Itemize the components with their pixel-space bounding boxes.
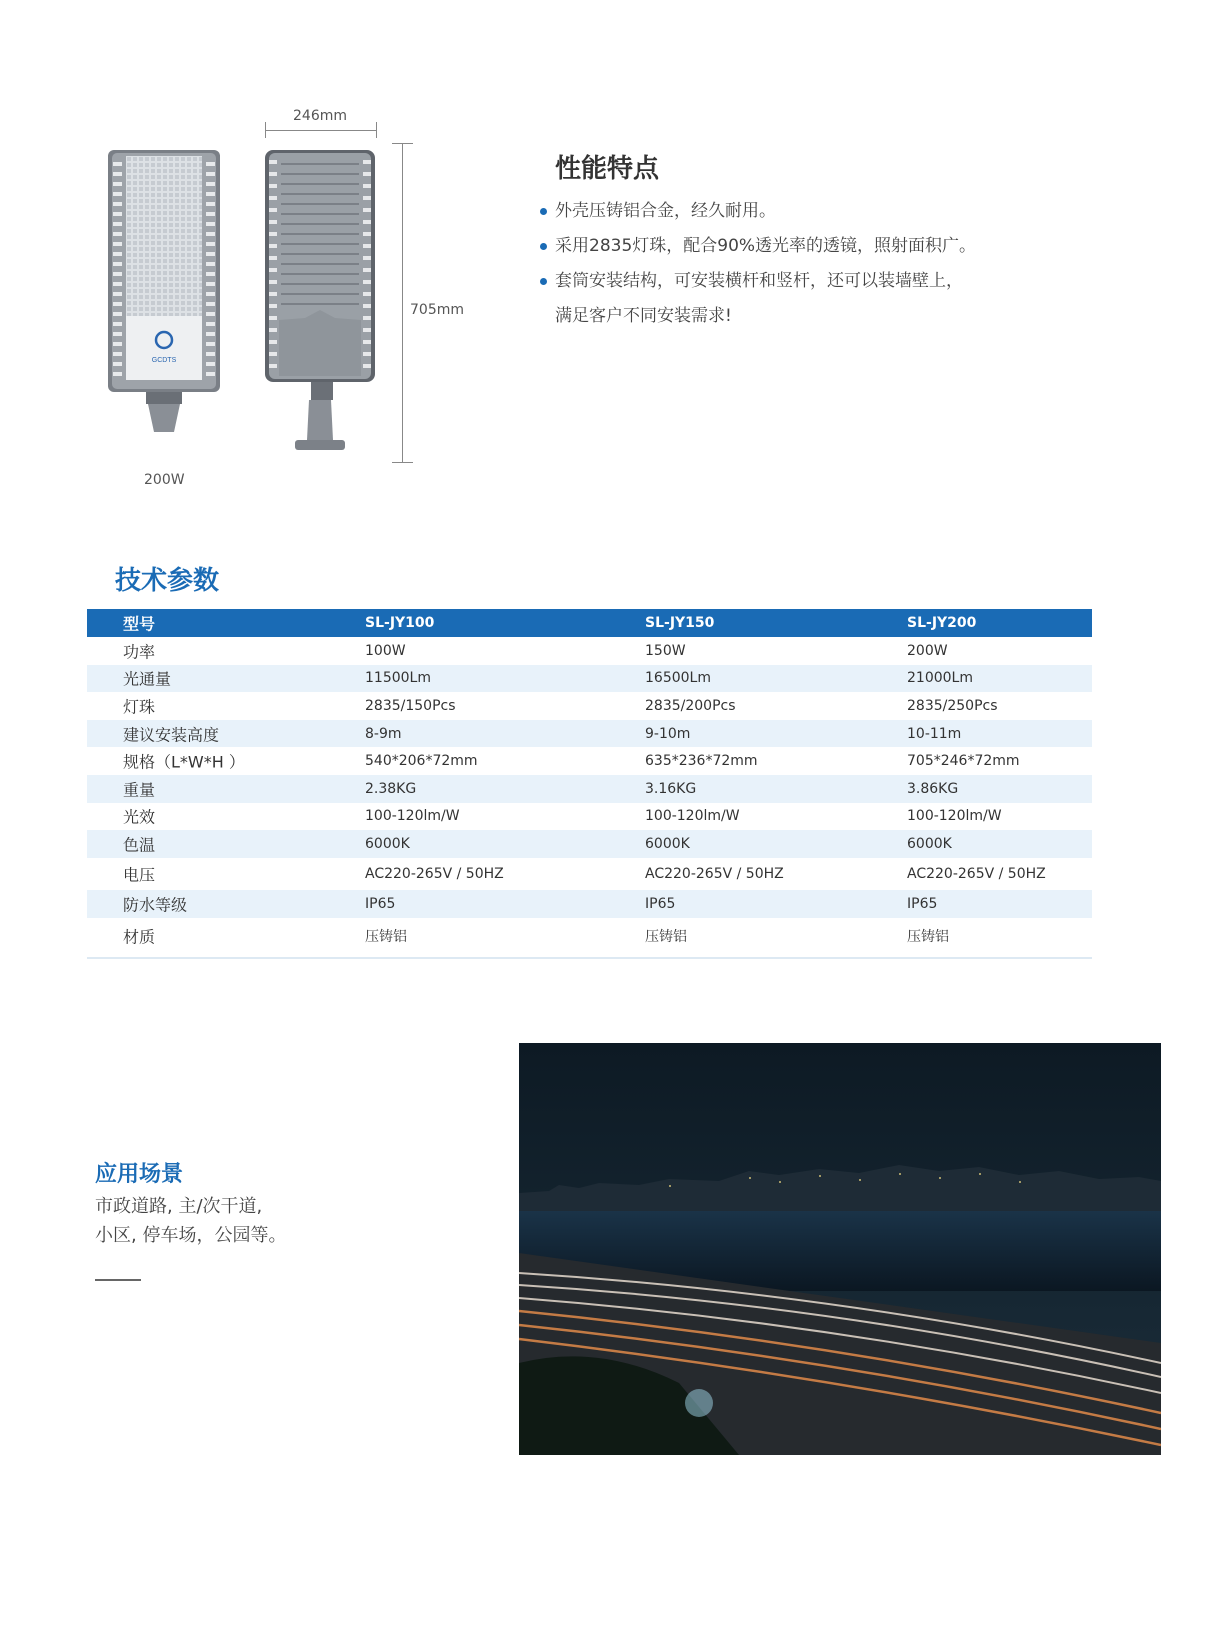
cell: 100-120lm/W [907, 808, 1002, 825]
cell: 6000K [645, 835, 690, 852]
cell: 9-10m [645, 725, 691, 742]
cell: 540*206*72mm [365, 753, 478, 770]
cell: 8-9m [365, 725, 402, 742]
width-dimension-line [265, 130, 376, 131]
cell: 2835/150Pcs [365, 697, 456, 714]
table-row [87, 665, 1092, 693]
lamp-front-view [108, 150, 220, 432]
cell: IP65 [907, 895, 938, 912]
application-line: 市政道路, 主/次干道, [95, 1196, 263, 1217]
table-row [87, 858, 1092, 890]
cell: AC220-265V / 50HZ [365, 865, 504, 882]
cell: 2.38KG [365, 780, 417, 797]
height-dimension-line [402, 143, 403, 463]
row-label: 色温 [123, 835, 156, 855]
cell: 100W [365, 642, 406, 659]
table-row [87, 803, 1092, 831]
width-tick-left [265, 122, 266, 138]
feature-item: 外壳压铸铝合金，经久耐用。 [540, 194, 1100, 229]
row-label: 光效 [123, 807, 156, 827]
cell: 2835/250Pcs [907, 697, 998, 714]
feature-item: 采用2835灯珠，配合90%透光率的透镜，照射面积广。 [540, 229, 1100, 264]
cell: 635*236*72mm [645, 753, 758, 770]
cell: 200W [907, 642, 948, 659]
row-label: 防水等级 [123, 895, 188, 915]
height-label: 705mm [410, 302, 464, 318]
cell: AC220-265V / 50HZ [907, 865, 1046, 882]
cell: 压铸铝 [365, 928, 407, 945]
row-label: 功率 [123, 642, 156, 662]
table-row [87, 692, 1092, 720]
cell: 100-120lm/W [365, 808, 460, 825]
features-title: 性能特点 [555, 154, 660, 184]
row-label: 重量 [123, 780, 156, 800]
table-bottom-border [87, 957, 1092, 959]
height-tick-bottom [392, 462, 413, 463]
night-road-photo [519, 1043, 1161, 1455]
specs-title: 技术参数 [115, 566, 220, 596]
width-label: 246mm [293, 108, 347, 124]
cell: 压铸铝 [907, 928, 949, 945]
row-label: 建议安装高度 [123, 725, 220, 745]
power-label: 200W [144, 472, 185, 488]
cell: 150W [645, 642, 686, 659]
application-text [95, 1192, 286, 1250]
lamp-back-view [265, 150, 375, 462]
cell: IP65 [645, 895, 676, 912]
table-row [87, 720, 1092, 748]
table-row [87, 830, 1092, 858]
cell: 16500Lm [645, 670, 711, 687]
feature-item: 套筒安装结构，可安装横杆和竖杆，还可以装墙壁上， 满足客户不同安装需求! [540, 264, 1100, 334]
cell: 10-11m [907, 725, 962, 742]
logo-text: GCDTS [151, 357, 177, 364]
row-label: 材质 [123, 927, 156, 947]
row-label: 光通量 [123, 669, 172, 689]
header-cell: SL-JY200 [907, 615, 977, 631]
height-tick-top [392, 143, 413, 144]
table-row [87, 918, 1092, 954]
cell: 压铸铝 [645, 928, 687, 945]
table-row [87, 637, 1092, 665]
cell: 3.16KG [645, 780, 697, 797]
cell: 21000Lm [907, 670, 973, 687]
application-title: 应用场景 [95, 1162, 184, 1187]
cell: IP65 [365, 895, 396, 912]
features-list [540, 194, 1100, 334]
row-label: 电压 [123, 865, 156, 885]
divider [95, 1279, 141, 1281]
width-tick-right [376, 122, 377, 138]
cell: 2835/200Pcs [645, 697, 736, 714]
cell: 705*246*72mm [907, 753, 1020, 770]
table-row [87, 890, 1092, 918]
header-cell: 型号 [123, 614, 156, 634]
spec-table [87, 609, 1092, 954]
table-header-row [87, 609, 1092, 637]
application-line: 小区, 停车场，公园等。 [95, 1225, 287, 1246]
header-cell: SL-JY150 [645, 615, 715, 631]
cell: 11500Lm [365, 670, 431, 687]
cell: 6000K [907, 835, 952, 852]
cell: 6000K [365, 835, 410, 852]
row-label: 灯珠 [123, 697, 156, 717]
cell: 3.86KG [907, 780, 959, 797]
table-row [87, 775, 1092, 803]
table-row [87, 747, 1092, 775]
row-label: 规格（L*W*H ） [123, 752, 245, 772]
header-cell: SL-JY100 [365, 615, 435, 631]
cell: AC220-265V / 50HZ [645, 865, 784, 882]
cell: 100-120lm/W [645, 808, 740, 825]
